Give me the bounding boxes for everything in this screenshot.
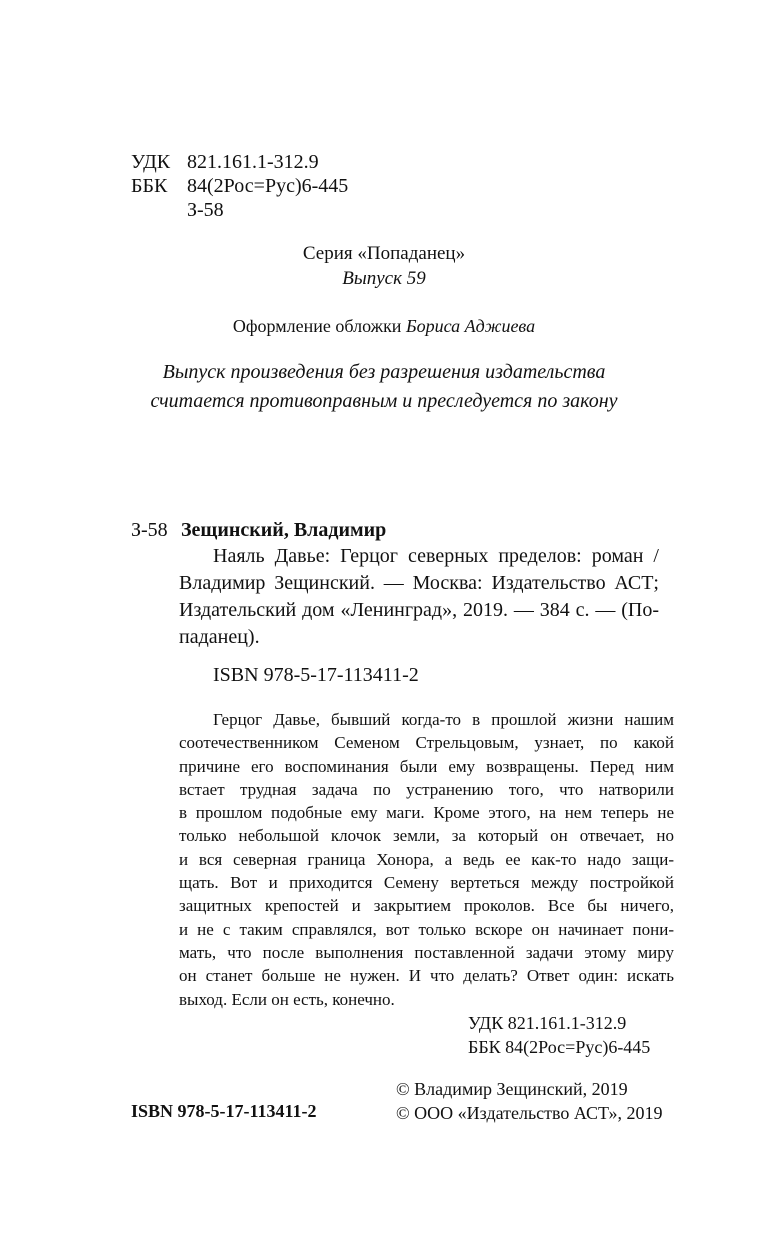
footer-isbn: ISBN 978-5-17-113411-2	[131, 1101, 317, 1121]
abstract-line: выход. Если он есть, конечно.	[179, 989, 395, 1009]
series-issue: Выпуск 59	[342, 268, 426, 289]
bib-header	[131, 519, 386, 542]
abstract-line: встает трудная задача по устранению того, что натворили	[179, 779, 674, 799]
bbk-line	[131, 174, 348, 198]
bbk-label: ББК	[131, 175, 168, 197]
abstract-line: только небольшой клочок земли, за который он отвечает, но	[179, 826, 674, 846]
footer-bbk: ББК 84(2Рос=Рус)6-445	[468, 1037, 651, 1057]
abstract-line: защитных крепостей и закрытием проколов. Все бы ничего,	[179, 896, 674, 916]
abstract-line: он станет больше не нужен. И что делать? Ответ один: искать	[179, 966, 674, 986]
bbk-value: 84(2Рос=Рус)6-445	[187, 175, 349, 197]
abstract-line: и вся северная граница Хонора, а ведь ее как-то надо защи-	[179, 849, 674, 869]
footer-udk: УДК 821.161.1-312.9	[468, 1013, 627, 1033]
bib-line: Наяль Давье: Герцог северных пределов: роман /	[213, 545, 659, 567]
abstract-line: мать, что после выполнения поставленной задачи этому миру	[179, 942, 674, 962]
bib-author: Зещинский, Владимир	[181, 519, 387, 541]
abstract-line: причине его воспоминания были ему возвращены. Перед ним	[179, 756, 674, 776]
bib-line: Издательский дом «Ленинград», 2019. — 384 с. — (По-	[179, 599, 659, 621]
bib-description	[179, 543, 659, 651]
legal-notice-line1: Выпуск произведения без разрешения издательства	[162, 361, 606, 383]
series-title: Серия «Попаданец»	[302, 243, 466, 264]
abstract-line: щать. Вот и приходится Семену вертеться между постройкой	[179, 873, 674, 893]
copyright-author: © Владимир Зещинский, 2019	[396, 1079, 628, 1099]
udk-line	[131, 150, 319, 174]
cover-design-prefix: Оформление обложки	[232, 316, 406, 336]
abstract	[179, 708, 674, 1011]
abstract-line: соотечественником Семеном Стрельцовым, узнает, по какой	[179, 733, 674, 753]
udk-value: 821.161.1-312.9	[187, 151, 319, 173]
abstract-line: в прошлом подобные ему маги. Кроме этого, на нем теперь не	[179, 803, 674, 823]
abstract-line: Герцог Давье, бывший когда-то в прошлой жизни нашим	[213, 710, 674, 729]
author-mark: З-58	[187, 199, 224, 221]
bib-line: паданец).	[179, 626, 260, 648]
udk-label: УДК	[131, 151, 171, 173]
bib-isbn: ISBN 978-5-17-113411-2	[213, 664, 419, 686]
legal-notice-line2: считается противоправным и преследуется по закону	[150, 390, 618, 412]
abstract-line: и не с таким справлялся, вот только вскоре он начинает пони-	[179, 919, 674, 939]
bib-line: Владимир Зещинский. — Москва: Издательство АСТ;	[179, 572, 659, 594]
copyright-publisher: © ООО «Издательство АСТ», 2019	[396, 1103, 663, 1123]
cover-designer-name: Бориса Аджиева	[405, 316, 536, 336]
bib-code: З-58	[131, 519, 168, 541]
cover-design-credit	[0, 316, 768, 337]
